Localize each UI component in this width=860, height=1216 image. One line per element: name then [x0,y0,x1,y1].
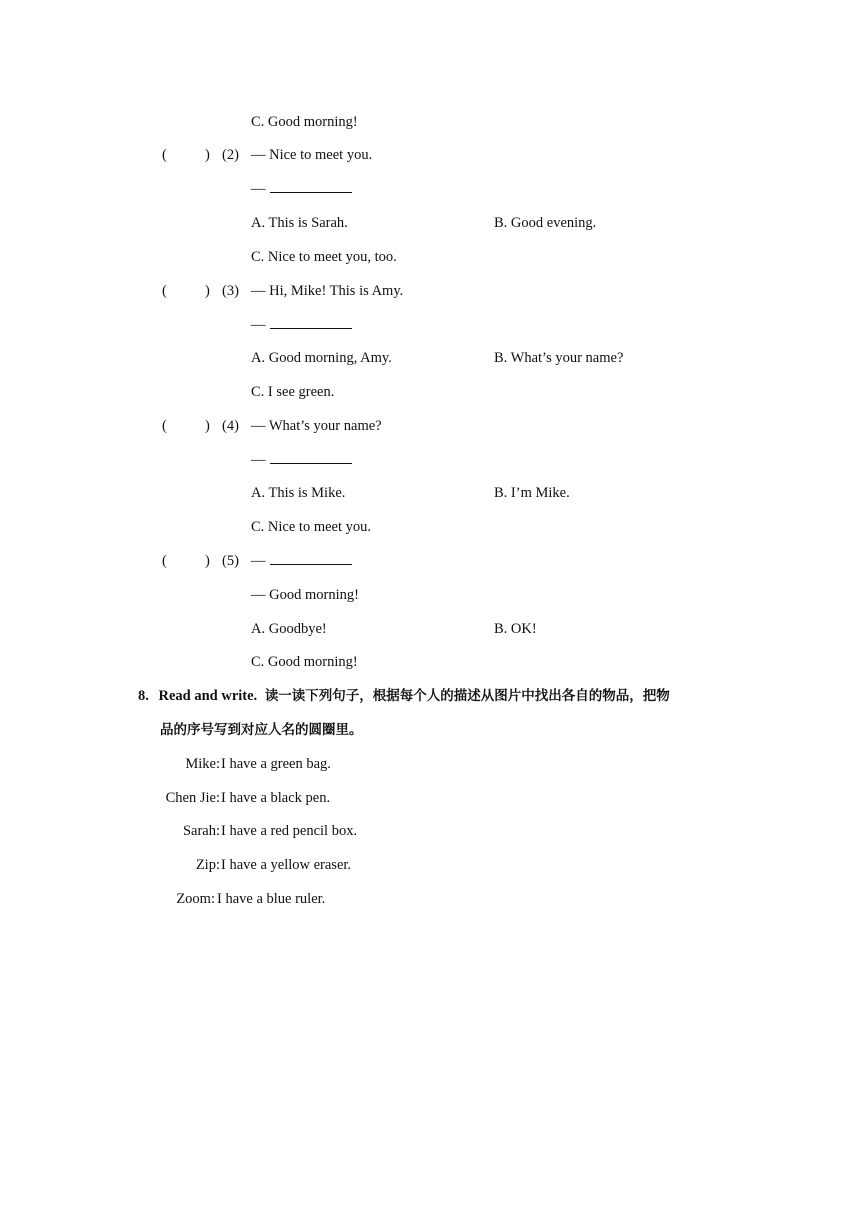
option-c: C. Nice to meet you, too. [251,249,397,265]
option-a: A. This is Sarah. [251,215,348,231]
question-prompt: — What’s your name? [251,418,382,434]
option-a: A. Good morning, Amy. [251,350,392,366]
blank-underline [270,316,352,329]
section-instruction-line2: 品的序号写到对应人名的圆圈里。 [160,722,363,738]
option-b: B. Good evening. [494,215,597,231]
section-number: 8. [138,688,149,704]
prompt-dash: — [251,553,266,569]
speaker-name: Chen Jie: [165,790,220,806]
speaker-name: Mike: [185,756,220,772]
answer-open-paren: ( [162,283,167,299]
section-instruction-line2-row [160,721,363,739]
answer-dash: — [251,317,266,333]
speaker-statement: I have a green bag. [221,756,331,772]
question-reply: — Good morning! [251,587,359,603]
option-c: C. Nice to meet you. [251,519,372,535]
q1-option-c: C. Good morning! [251,114,358,130]
section-title: Read and write. [158,688,258,704]
speaker-statement: I have a blue ruler. [217,891,326,907]
answer-blank-line[interactable] [251,451,352,469]
question-number: (4) [222,418,239,434]
section-instruction-line1: 读一读下列句子，根据每个人的描述从图片中找出各自的物品，把物 [264,688,670,704]
answer-blank-line[interactable] [251,552,352,570]
option-b: B. OK! [494,621,537,637]
speaker-name: Zoom: [176,891,215,907]
answer-dash: — [251,181,266,197]
answer-dash: — [251,452,266,468]
answer-blank-line[interactable] [251,180,352,198]
speaker-name: Zip: [195,857,220,873]
question-number: (2) [222,147,239,163]
question-number: (3) [222,283,239,299]
speaker-statement: I have a red pencil box. [221,823,358,839]
blank-underline [270,180,352,193]
answer-close-paren: ) [205,553,210,569]
section-heading [138,687,670,705]
speaker-statement: I have a black pen. [221,790,331,806]
option-a: A. This is Mike. [251,485,346,501]
option-c: C. Good morning! [251,654,358,670]
answer-blank-line[interactable] [251,316,352,334]
option-c: C. I see green. [251,384,335,400]
question-prompt: — Nice to meet you. [251,147,373,163]
speaker-statement: I have a yellow eraser. [221,857,352,873]
blank-underline [270,552,352,565]
answer-close-paren: ) [205,283,210,299]
answer-close-paren: ) [205,147,210,163]
option-b: B. What’s your name? [494,350,624,366]
question-prompt: — Hi, Mike! This is Amy. [251,283,404,299]
question-number: (5) [222,553,239,569]
answer-open-paren: ( [162,418,167,434]
blank-underline [270,451,352,464]
option-a: A. Goodbye! [251,621,327,637]
answer-open-paren: ( [162,553,167,569]
answer-open-paren: ( [162,147,167,163]
answer-close-paren: ) [205,418,210,434]
option-b: B. I’m Mike. [494,485,570,501]
speaker-name: Sarah: [182,823,220,839]
